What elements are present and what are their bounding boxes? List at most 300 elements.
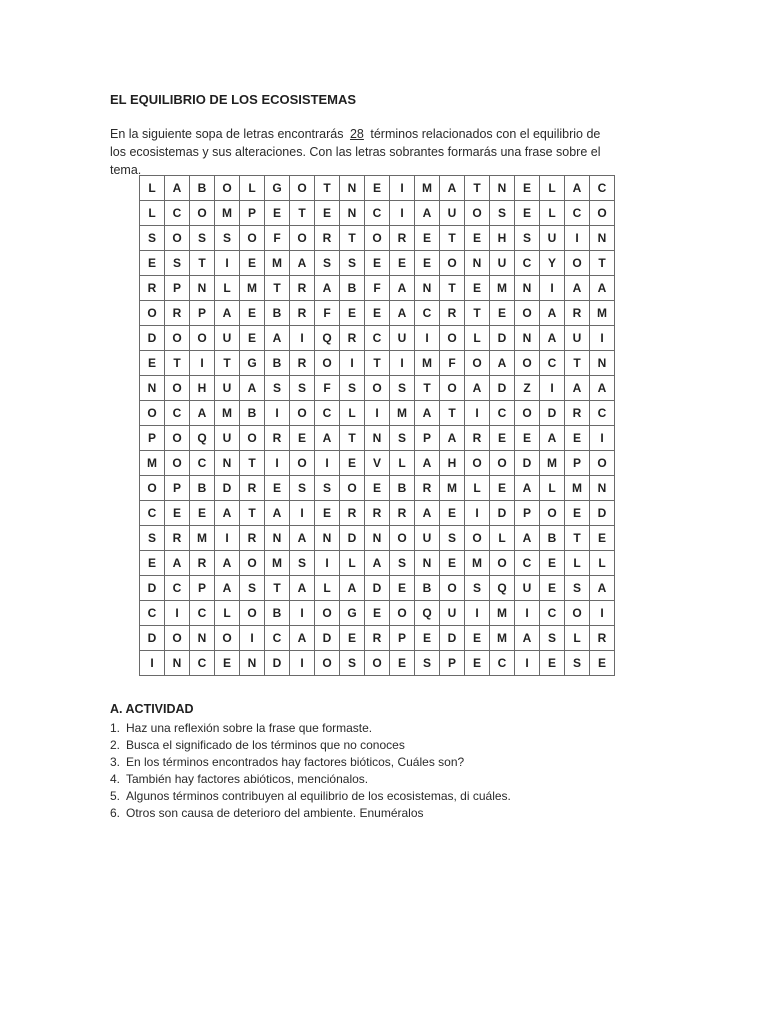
grid-row — [140, 501, 615, 526]
grid-cell: N — [140, 376, 165, 401]
grid-cell: I — [590, 426, 615, 451]
grid-cell: A — [390, 276, 415, 301]
grid-cell: A — [215, 501, 240, 526]
grid-cell: C — [190, 451, 215, 476]
grid-cell: E — [390, 651, 415, 676]
grid-cell: S — [290, 376, 315, 401]
grid-cell: D — [440, 626, 465, 651]
page-title: EL EQUILIBRIO DE LOS ECOSISTEMAS — [110, 92, 357, 107]
grid-cell: N — [415, 551, 440, 576]
grid-cell: N — [165, 651, 190, 676]
grid-cell: N — [465, 251, 490, 276]
grid-cell: M — [490, 276, 515, 301]
grid-cell: A — [540, 426, 565, 451]
grid-cell: I — [415, 326, 440, 351]
grid-cell: E — [515, 201, 540, 226]
grid-cell: M — [590, 301, 615, 326]
grid-row — [140, 176, 615, 201]
grid-cell: L — [340, 401, 365, 426]
grid-cell: O — [165, 451, 190, 476]
grid-cell: D — [590, 501, 615, 526]
grid-cell: I — [590, 326, 615, 351]
grid-row — [140, 251, 615, 276]
intro-text-start: En la siguiente sopa de letras encontrarás — [110, 127, 344, 141]
grid-cell: C — [365, 326, 390, 351]
grid-cell: S — [290, 476, 315, 501]
grid-cell: R — [465, 426, 490, 451]
grid-cell: O — [465, 451, 490, 476]
grid-cell: E — [365, 176, 390, 201]
grid-cell: L — [340, 551, 365, 576]
term-count: 28 — [349, 127, 364, 141]
grid-cell: D — [265, 651, 290, 676]
grid-cell: S — [340, 651, 365, 676]
grid-cell: G — [340, 601, 365, 626]
grid-cell: O — [365, 651, 390, 676]
grid-cell: O — [240, 601, 265, 626]
grid-cell: N — [240, 651, 265, 676]
activity-item-number: 2. — [110, 738, 121, 752]
grid-cell: S — [140, 226, 165, 251]
grid-cell: A — [315, 276, 340, 301]
grid-cell: A — [515, 626, 540, 651]
grid-cell: F — [315, 376, 340, 401]
grid-cell: R — [390, 501, 415, 526]
grid-cell: E — [265, 476, 290, 501]
grid-cell: A — [165, 551, 190, 576]
grid-cell: A — [515, 476, 540, 501]
grid-cell: E — [490, 426, 515, 451]
grid-cell: O — [440, 576, 465, 601]
grid-row — [140, 376, 615, 401]
grid-cell: A — [165, 176, 190, 201]
grid-cell: B — [540, 526, 565, 551]
grid-cell: D — [140, 626, 165, 651]
grid-cell: O — [365, 376, 390, 401]
grid-cell: I — [565, 226, 590, 251]
grid-cell: U — [390, 326, 415, 351]
grid-cell: N — [215, 451, 240, 476]
grid-cell: E — [490, 476, 515, 501]
grid-cell: O — [140, 401, 165, 426]
word-search-grid — [139, 175, 615, 676]
grid-cell: O — [315, 601, 340, 626]
grid-cell: A — [415, 401, 440, 426]
grid-cell: F — [315, 301, 340, 326]
grid-cell: I — [265, 451, 290, 476]
grid-cell: I — [540, 376, 565, 401]
grid-cell: S — [415, 651, 440, 676]
grid-cell: S — [315, 476, 340, 501]
grid-cell: S — [290, 551, 315, 576]
grid-cell: I — [190, 351, 215, 376]
grid-cell: C — [265, 626, 290, 651]
grid-row — [140, 201, 615, 226]
grid-cell: S — [440, 526, 465, 551]
activity-item-text: También hay factores abióticos, menciónalos. — [126, 772, 369, 786]
grid-cell: L — [315, 576, 340, 601]
grid-cell: E — [540, 651, 565, 676]
activity-item — [110, 720, 511, 737]
grid-cell: M — [490, 626, 515, 651]
grid-cell: N — [365, 426, 390, 451]
grid-cell: L — [490, 526, 515, 551]
grid-cell: M — [265, 251, 290, 276]
grid-cell: N — [340, 176, 365, 201]
grid-cell: C — [590, 401, 615, 426]
grid-cell: D — [140, 576, 165, 601]
grid-cell: A — [440, 176, 465, 201]
grid-cell: D — [490, 376, 515, 401]
grid-row — [140, 476, 615, 501]
grid-cell: P — [190, 576, 215, 601]
grid-cell: F — [440, 351, 465, 376]
grid-cell: C — [165, 576, 190, 601]
grid-cell: A — [465, 376, 490, 401]
grid-cell: D — [315, 626, 340, 651]
grid-cell: S — [240, 576, 265, 601]
grid-cell: D — [340, 526, 365, 551]
grid-cell: T — [415, 376, 440, 401]
grid-cell: I — [290, 651, 315, 676]
activity-item — [110, 737, 511, 754]
grid-cell: B — [240, 401, 265, 426]
grid-cell: Y — [540, 251, 565, 276]
grid-cell: D — [490, 326, 515, 351]
grid-cell: S — [490, 201, 515, 226]
grid-cell: R — [565, 401, 590, 426]
grid-cell: H — [190, 376, 215, 401]
grid-cell: V — [365, 451, 390, 476]
grid-cell: L — [565, 551, 590, 576]
grid-cell: A — [290, 576, 315, 601]
grid-cell: E — [365, 251, 390, 276]
grid-cell: O — [515, 351, 540, 376]
grid-cell: E — [440, 551, 465, 576]
grid-cell: Q — [315, 326, 340, 351]
grid-cell: B — [390, 476, 415, 501]
grid-cell: M — [465, 551, 490, 576]
grid-cell: T — [340, 426, 365, 451]
grid-cell: S — [340, 251, 365, 276]
grid-cell: P — [165, 276, 190, 301]
grid-cell: L — [140, 176, 165, 201]
grid-cell: M — [190, 526, 215, 551]
grid-cell: R — [240, 476, 265, 501]
grid-cell: T — [440, 276, 465, 301]
grid-cell: U — [215, 376, 240, 401]
grid-cell: L — [390, 451, 415, 476]
grid-cell: P — [140, 426, 165, 451]
grid-cell: M — [540, 451, 565, 476]
grid-cell: A — [565, 176, 590, 201]
grid-cell: E — [465, 626, 490, 651]
grid-cell: E — [415, 226, 440, 251]
grid-cell: S — [215, 226, 240, 251]
grid-cell: N — [515, 276, 540, 301]
grid-cell: O — [340, 476, 365, 501]
intro-text-end: términos relacionados con el equilibrio de los ecosistemas y sus alteraciones. Con las letras sobrantes formarás una frase sobre el tema. — [110, 127, 601, 177]
grid-cell: A — [415, 501, 440, 526]
grid-cell: I — [365, 401, 390, 426]
grid-cell: P — [190, 301, 215, 326]
grid-cell: E — [590, 651, 615, 676]
grid-cell: D — [140, 326, 165, 351]
grid-cell: L — [140, 201, 165, 226]
grid-cell: A — [515, 526, 540, 551]
grid-cell: O — [290, 401, 315, 426]
grid-cell: T — [290, 201, 315, 226]
grid-cell: T — [440, 401, 465, 426]
grid-cell: P — [390, 626, 415, 651]
grid-cell: D — [215, 476, 240, 501]
grid-cell: R — [240, 526, 265, 551]
grid-cell: R — [365, 626, 390, 651]
grid-cell: E — [365, 601, 390, 626]
grid-cell: O — [240, 551, 265, 576]
grid-cell: C — [540, 351, 565, 376]
grid-cell: E — [540, 576, 565, 601]
grid-cell: P — [165, 476, 190, 501]
grid-cell: T — [265, 276, 290, 301]
grid-cell: A — [565, 276, 590, 301]
grid-cell: B — [265, 301, 290, 326]
grid-cell: A — [540, 326, 565, 351]
grid-cell: N — [515, 326, 540, 351]
grid-cell: E — [365, 301, 390, 326]
grid-cell: S — [315, 251, 340, 276]
grid-cell: F — [365, 276, 390, 301]
grid-cell: A — [265, 326, 290, 351]
grid-cell: E — [340, 451, 365, 476]
grid-cell: M — [415, 351, 440, 376]
grid-cell: C — [565, 201, 590, 226]
grid-cell: R — [565, 301, 590, 326]
grid-cell: L — [240, 176, 265, 201]
grid-cell: C — [140, 601, 165, 626]
grid-cell: E — [265, 201, 290, 226]
grid-cell: I — [140, 651, 165, 676]
grid-cell: A — [415, 451, 440, 476]
grid-cell: U — [565, 326, 590, 351]
grid-cell: R — [440, 301, 465, 326]
grid-cell: S — [265, 376, 290, 401]
grid-cell: R — [290, 276, 315, 301]
grid-cell: A — [290, 251, 315, 276]
grid-cell: O — [565, 251, 590, 276]
grid-cell: A — [215, 576, 240, 601]
grid-row — [140, 326, 615, 351]
grid-cell: O — [140, 301, 165, 326]
grid-row — [140, 226, 615, 251]
grid-cell: S — [390, 376, 415, 401]
grid-cell: E — [315, 501, 340, 526]
grid-cell: A — [265, 501, 290, 526]
grid-cell: T — [590, 251, 615, 276]
grid-cell: O — [515, 301, 540, 326]
grid-cell: O — [165, 376, 190, 401]
grid-cell: C — [590, 176, 615, 201]
grid-cell: P — [240, 201, 265, 226]
grid-cell: E — [290, 426, 315, 451]
grid-cell: I — [215, 526, 240, 551]
activity-item — [110, 805, 511, 822]
grid-cell: L — [465, 476, 490, 501]
grid-cell: I — [315, 451, 340, 476]
grid-cell: O — [465, 201, 490, 226]
grid-cell: M — [215, 201, 240, 226]
grid-cell: C — [415, 301, 440, 326]
grid-cell: L — [540, 176, 565, 201]
grid-cell: E — [515, 176, 540, 201]
grid-cell: U — [440, 601, 465, 626]
grid-cell: M — [440, 476, 465, 501]
grid-cell: A — [490, 351, 515, 376]
grid-cell: O — [590, 451, 615, 476]
grid-cell: O — [215, 626, 240, 651]
grid-cell: S — [540, 626, 565, 651]
grid-cell: C — [140, 501, 165, 526]
grid-row — [140, 601, 615, 626]
grid-cell: G — [265, 176, 290, 201]
grid-cell: U — [490, 251, 515, 276]
activity-item-number: 4. — [110, 772, 121, 786]
grid-cell: C — [165, 201, 190, 226]
grid-cell: G — [240, 351, 265, 376]
grid-cell: E — [140, 251, 165, 276]
grid-cell: E — [565, 426, 590, 451]
grid-cell: M — [140, 451, 165, 476]
grid-cell: E — [440, 501, 465, 526]
grid-cell: B — [415, 576, 440, 601]
grid-cell: B — [265, 601, 290, 626]
grid-cell: E — [165, 501, 190, 526]
grid-cell: E — [240, 251, 265, 276]
grid-cell: A — [590, 376, 615, 401]
grid-cell: O — [490, 551, 515, 576]
grid-cell: O — [165, 326, 190, 351]
grid-cell: E — [540, 551, 565, 576]
grid-cell: E — [340, 301, 365, 326]
grid-cell: A — [590, 576, 615, 601]
grid-cell: O — [315, 651, 340, 676]
grid-cell: C — [490, 651, 515, 676]
grid-cell: C — [365, 201, 390, 226]
grid-cell: O — [165, 226, 190, 251]
grid-cell: R — [315, 226, 340, 251]
grid-cell: O — [365, 226, 390, 251]
activity-item-number: 6. — [110, 806, 121, 820]
grid-cell: C — [540, 601, 565, 626]
grid-cell: U — [515, 576, 540, 601]
grid-cell: I — [290, 326, 315, 351]
grid-cell: B — [190, 176, 215, 201]
grid-cell: R — [140, 276, 165, 301]
grid-cell: T — [165, 351, 190, 376]
grid-row — [140, 401, 615, 426]
grid-cell: O — [565, 601, 590, 626]
grid-cell: O — [215, 176, 240, 201]
grid-cell: P — [440, 651, 465, 676]
grid-cell: O — [540, 501, 565, 526]
grid-cell: S — [340, 376, 365, 401]
grid-cell: O — [440, 376, 465, 401]
activity-item-text: Haz una reflexión sobre la frase que formaste. — [126, 721, 373, 735]
activity-item-number: 3. — [110, 755, 121, 769]
grid-cell: A — [190, 401, 215, 426]
grid-cell: S — [515, 226, 540, 251]
grid-cell: A — [215, 301, 240, 326]
grid-cell: I — [390, 201, 415, 226]
grid-cell: L — [215, 601, 240, 626]
grid-cell: E — [315, 201, 340, 226]
grid-cell: S — [190, 226, 215, 251]
grid-cell: M — [265, 551, 290, 576]
grid-cell: I — [165, 601, 190, 626]
grid-cell: C — [315, 401, 340, 426]
grid-cell: I — [465, 601, 490, 626]
grid-cell: R — [190, 551, 215, 576]
grid-cell: L — [565, 626, 590, 651]
grid-cell: D — [490, 501, 515, 526]
grid-cell: A — [390, 301, 415, 326]
grid-cell: E — [590, 526, 615, 551]
activity-item — [110, 754, 511, 771]
grid-cell: E — [415, 251, 440, 276]
activity-item — [110, 788, 511, 805]
grid-cell: E — [190, 501, 215, 526]
grid-cell: N — [265, 526, 290, 551]
grid-cell: T — [265, 576, 290, 601]
grid-cell: C — [190, 651, 215, 676]
grid-cell: E — [565, 501, 590, 526]
activity-item-number: 1. — [110, 721, 121, 735]
grid-cell: N — [415, 276, 440, 301]
grid-cell: S — [390, 551, 415, 576]
grid-cell: O — [515, 401, 540, 426]
grid-cell: T — [315, 176, 340, 201]
grid-cell: R — [165, 526, 190, 551]
activity-heading: A. ACTIVIDAD — [110, 702, 194, 716]
grid-cell: N — [590, 226, 615, 251]
grid-cell: E — [465, 226, 490, 251]
activity-item-number: 5. — [110, 789, 121, 803]
grid-cell: O — [390, 601, 415, 626]
grid-cell: B — [190, 476, 215, 501]
grid-cell: I — [215, 251, 240, 276]
grid-cell: R — [340, 501, 365, 526]
grid-cell: I — [315, 551, 340, 576]
grid-cell: B — [265, 351, 290, 376]
grid-cell: F — [265, 226, 290, 251]
grid-cell: P — [565, 451, 590, 476]
grid-cell: L — [540, 201, 565, 226]
grid-row — [140, 276, 615, 301]
grid-cell: A — [290, 526, 315, 551]
grid-cell: A — [290, 626, 315, 651]
grid-cell: I — [390, 351, 415, 376]
grid-row — [140, 301, 615, 326]
grid-cell: R — [265, 426, 290, 451]
grid-cell: D — [540, 401, 565, 426]
grid-cell: I — [340, 351, 365, 376]
grid-cell: E — [490, 301, 515, 326]
grid-cell: A — [340, 576, 365, 601]
grid-cell: C — [190, 601, 215, 626]
grid-cell: Q — [415, 601, 440, 626]
grid-cell: R — [165, 301, 190, 326]
activity-list — [110, 720, 511, 822]
